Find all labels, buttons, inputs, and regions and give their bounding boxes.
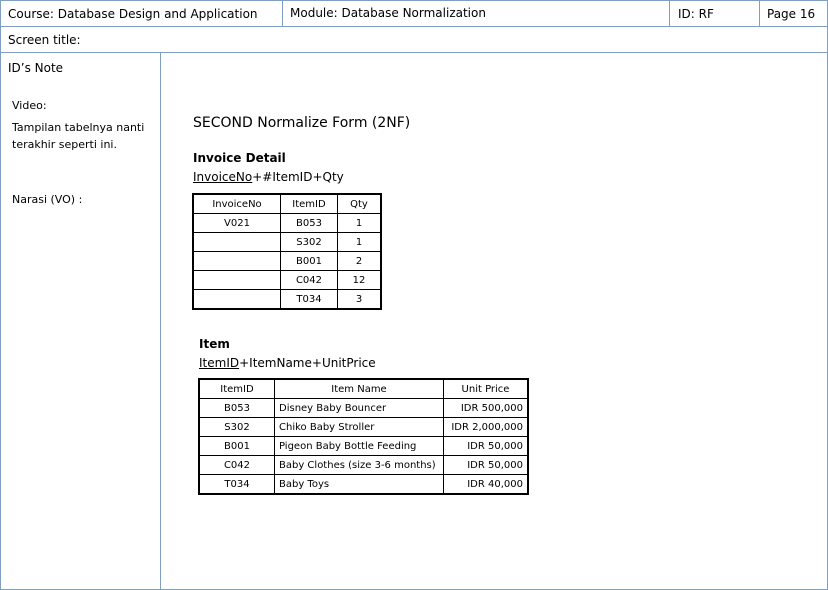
table-cell: S302	[281, 233, 338, 252]
table-row	[193, 290, 381, 310]
table-cell: Baby Clothes (size 3-6 months)	[275, 456, 444, 475]
table-cell: B053	[281, 214, 338, 233]
table-cell: B053	[199, 399, 275, 418]
table-row	[199, 418, 528, 437]
table-cell: V021	[193, 214, 281, 233]
table-header-row	[199, 379, 528, 399]
module-cell	[282, 0, 670, 27]
table-cell: T034	[199, 475, 275, 495]
table-cell: IDR 2,000,000	[444, 418, 529, 437]
table-cell	[193, 252, 281, 271]
item-key	[199, 356, 376, 370]
item-key-rest: +ItemName+UnitPrice	[239, 356, 376, 370]
module-label: Module: Database Normalization	[290, 6, 486, 20]
table-row	[193, 252, 381, 271]
item-key-primary: ItemID	[199, 356, 240, 370]
item-table	[198, 378, 529, 495]
notes-title: ID’s Note	[8, 61, 64, 75]
table-row	[199, 456, 528, 475]
column-header: Item Name	[275, 379, 444, 399]
invoice-detail-key	[193, 170, 344, 184]
course-cell	[0, 0, 283, 27]
table-cell: Disney Baby Bouncer	[275, 399, 444, 418]
table-cell: 2	[338, 252, 382, 271]
table-header-row	[193, 194, 381, 214]
table-row	[193, 233, 381, 252]
table-cell: B001	[281, 252, 338, 271]
table-cell: IDR 500,000	[444, 399, 529, 418]
id-cell	[669, 0, 760, 27]
notes-panel	[0, 52, 161, 590]
table-cell: IDR 50,000	[444, 437, 529, 456]
table-cell: 12	[338, 271, 382, 290]
video-text: Tampilan tabelnya nanti terakhir seperti ini.	[12, 121, 145, 151]
id-label: ID: RF	[678, 7, 714, 21]
invoice-detail-key-primary: InvoiceNo	[193, 170, 253, 184]
screen-title-label: Screen title:	[8, 33, 81, 47]
column-header: InvoiceNo	[193, 194, 281, 214]
table-cell: Chiko Baby Stroller	[275, 418, 444, 437]
table-cell: C042	[281, 271, 338, 290]
column-header: ItemID	[281, 194, 338, 214]
table-cell: T034	[281, 290, 338, 310]
video-label: Video:	[12, 99, 47, 112]
column-header: Qty	[338, 194, 382, 214]
table-cell: S302	[199, 418, 275, 437]
table-cell: IDR 40,000	[444, 475, 529, 495]
screen-title-row	[0, 26, 828, 53]
table-cell: Baby Toys	[275, 475, 444, 495]
table-row	[199, 399, 528, 418]
table-cell: IDR 50,000	[444, 456, 529, 475]
table-row	[193, 214, 381, 233]
table-cell: 3	[338, 290, 382, 310]
table-cell	[193, 233, 281, 252]
table-cell: C042	[199, 456, 275, 475]
table-cell	[193, 290, 281, 310]
table-row	[199, 437, 528, 456]
main-panel	[160, 52, 828, 590]
invoice-detail-title: Invoice Detail	[193, 151, 286, 165]
page-number: Page 16	[767, 7, 816, 21]
table-cell	[193, 271, 281, 290]
column-header: Unit Price	[444, 379, 529, 399]
invoice-detail-table	[192, 193, 382, 310]
page-cell	[759, 0, 828, 27]
table-cell: 1	[338, 214, 382, 233]
narration-label: Narasi (VO) :	[12, 193, 83, 206]
table-cell: Pigeon Baby Bottle Feeding	[275, 437, 444, 456]
column-header: ItemID	[199, 379, 275, 399]
item-title: Item	[199, 337, 230, 351]
table-cell: B001	[199, 437, 275, 456]
table-row	[193, 271, 381, 290]
form-title: SECOND Normalize Form (2NF)	[193, 115, 411, 131]
invoice-detail-key-rest: +#ItemID+Qty	[252, 170, 344, 184]
table-cell: 1	[338, 233, 382, 252]
table-row	[199, 475, 528, 495]
course-label: Course: Database Design and Application	[8, 7, 258, 21]
